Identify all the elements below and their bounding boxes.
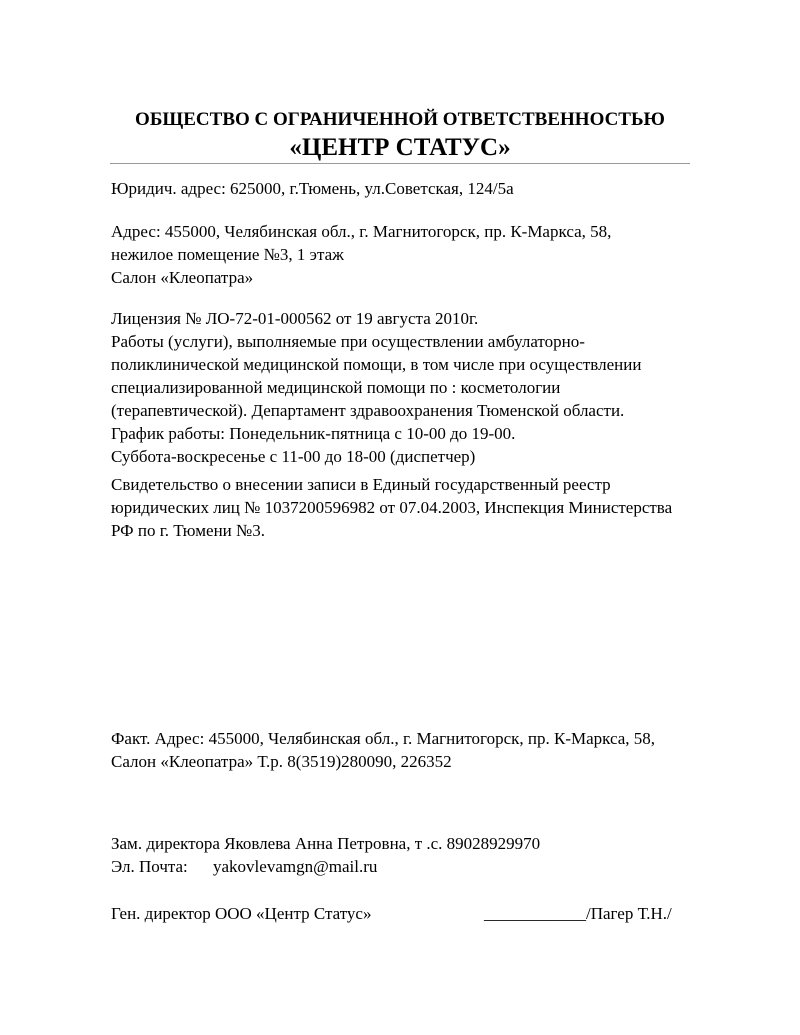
license-line: Лицензия № ЛО-72-01-000562 от 19 августа 2010г. — [111, 309, 479, 328]
license-line: поликлинической медицинской помощи, в том числе при осуществлении — [111, 355, 642, 374]
legal-address: Юридич. адрес: 625000, г.Тюмень, ул.Советская, 124/5а — [111, 179, 514, 198]
address-block — [111, 220, 711, 289]
document-header — [110, 108, 690, 164]
fact-address-line: Салон «Клеопатра» Т.р. 8(3519)280090, 226352 — [111, 752, 452, 771]
work-schedule-line: Суббота-воскресенье с 11-00 до 18-00 (диспетчер) — [111, 447, 476, 466]
org-name: «ЦЕНТР СТАТУС» — [289, 134, 511, 161]
fact-address-block — [111, 727, 711, 773]
legal-address-block — [111, 177, 711, 200]
work-schedule-line: График работы: Понедельник-пятница с 10-00 до 19-00. — [111, 424, 516, 443]
header-divider — [110, 163, 690, 164]
fact-address-line: Факт. Адрес: 455000, Челябинская обл., г. Магнитогорск, пр. К-Маркса, 58, — [111, 729, 656, 748]
license-line: Работы (услуги), выполняемые при осуществлении амбулаторно- — [111, 332, 585, 351]
email-label: Эл. Почта: — [111, 857, 188, 876]
address-line: Адрес: 455000, Челябинская обл., г. Магнитогорск, пр. К-Маркса, 58, — [111, 222, 612, 241]
contact-block — [111, 832, 711, 878]
org-type: ОБЩЕСТВО С ОГРАНИЧЕННОЙ ОТВЕТСТВЕННОСТЬЮ — [135, 109, 665, 130]
registry-block — [111, 473, 711, 542]
registry-line: Свидетельство о внесении записи в Единый государственный реестр — [111, 475, 611, 494]
license-line: специализированной медицинской помощи по : косметологии — [111, 378, 561, 397]
registry-line: юридических лиц № 1037200596982 от 07.04.2003, Инспекция Министерства — [111, 498, 673, 517]
signature-line: ____________/Пагер Т.Н./ — [484, 904, 672, 923]
license-block — [111, 307, 711, 468]
email-line — [111, 855, 711, 878]
license-line: (терапевтической). Департамент здравоохранения Тюменской области. — [111, 401, 625, 420]
address-line: Салон «Клеопатра» — [111, 268, 254, 287]
deputy-director: Зам. директора Яковлева Анна Петровна, т .с. 89028929970 — [111, 834, 541, 853]
address-line: нежилое помещение №3, 1 этаж — [111, 245, 344, 264]
email-address: yakovlevamgn@mail.ru — [213, 857, 378, 876]
director-title: Ген. директор ООО «Центр Статус» — [111, 904, 372, 923]
registry-line: РФ по г. Тюмени №3. — [111, 521, 265, 540]
